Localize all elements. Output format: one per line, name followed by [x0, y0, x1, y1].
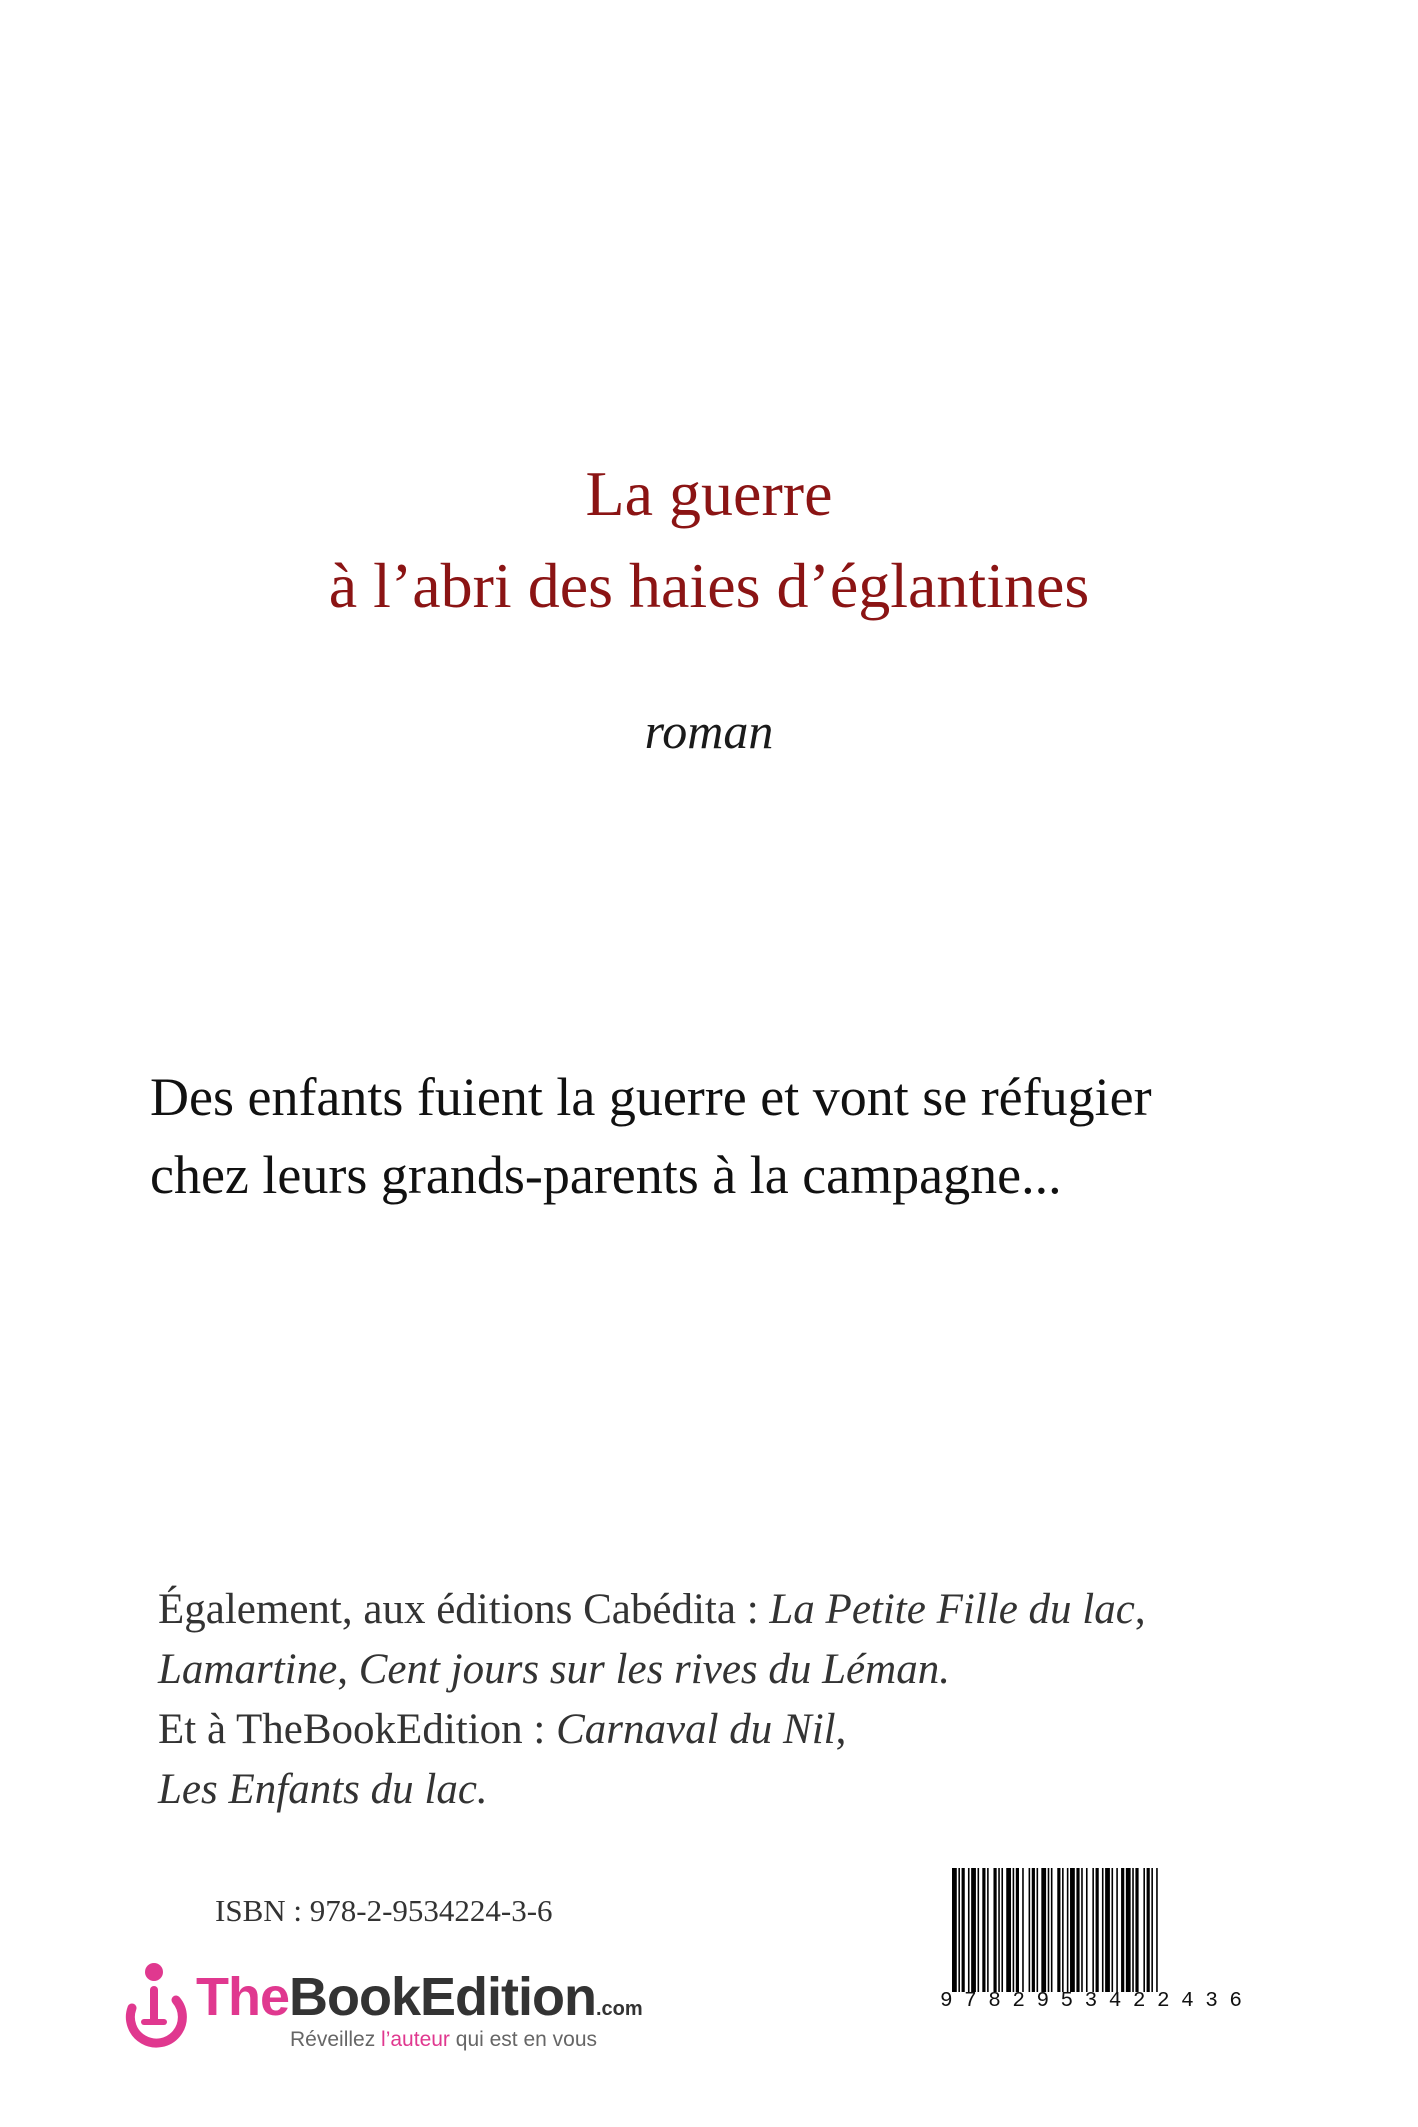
barcode-bar	[1092, 1868, 1094, 1992]
barcode-bar	[993, 1868, 996, 1992]
publisher-logo	[118, 1960, 678, 2080]
barcode-digit: 8	[988, 1990, 1001, 2013]
barcode-bar	[1070, 1868, 1075, 1992]
barcode-bar	[1013, 1868, 1015, 1992]
barcode-bar	[952, 1868, 957, 1992]
barcode-digit: 3	[1205, 1990, 1218, 2013]
barcode-bar	[968, 1868, 970, 1992]
also-by-line-1	[158, 1580, 1338, 1640]
barcode-digit: 9	[1036, 1990, 1050, 2013]
barcode-bar	[962, 1868, 965, 1992]
barcode-bar	[1051, 1868, 1053, 1992]
barcode-bar	[958, 1868, 960, 1992]
barcode-digit: 3	[1084, 1990, 1098, 2013]
barcode-digit: 6	[1229, 1990, 1242, 2013]
blurb-line-1: Des enfants fuient la guerre et vont se réfugier	[150, 1067, 1152, 1127]
barcode-bar	[978, 1868, 980, 1992]
barcode-digit: 4	[1108, 1990, 1122, 2013]
cabedita-intro: Également, aux éditions Cabédita :	[158, 1586, 770, 1633]
barcode-digit: 2	[1156, 1990, 1170, 2013]
barcode-icon	[950, 1868, 1242, 1992]
book-genre: roman	[644, 703, 774, 759]
barcode-bar	[1151, 1868, 1153, 1992]
barcode-digit: 5	[1060, 1990, 1074, 2013]
barcode-bar	[1029, 1868, 1031, 1992]
barcode-bar	[1041, 1868, 1046, 1992]
barcode-bar	[1096, 1868, 1099, 1992]
also-by-author	[158, 1580, 1338, 1820]
barcode-bar	[971, 1868, 976, 1992]
isbn-number: ISBN : 978-2-9534224-3-6	[215, 1893, 553, 1928]
barcode-bar	[1032, 1868, 1035, 1992]
barcode-digit: 2	[1012, 1990, 1025, 2013]
barcode-bar	[1156, 1868, 1158, 1992]
barcode-bar	[1116, 1868, 1118, 1992]
also-by-line-3	[158, 1700, 1338, 1760]
publisher-name-the: The	[196, 1967, 290, 2027]
publisher-tagline	[290, 2028, 597, 2052]
book-title	[0, 448, 1418, 632]
book-title-line-1: La guerre	[585, 458, 833, 529]
barcode-digit: 4	[1181, 1990, 1194, 2013]
book-title-line-2: à l’abri des haies d’églantines	[328, 550, 1090, 621]
barcode-bar	[1062, 1868, 1064, 1992]
book-carnaval-du-nil: Carnaval du Nil	[556, 1706, 836, 1753]
back-cover-blurb	[150, 1058, 1350, 1214]
barcode-bar	[1006, 1868, 1011, 1992]
barcode-bar	[1112, 1868, 1114, 1992]
barcode-bar	[1143, 1868, 1145, 1992]
barcode-bar	[1001, 1868, 1003, 1992]
barcode-bar	[1037, 1868, 1039, 1992]
book-la-petite-fille: La Petite Fille du lac	[769, 1586, 1135, 1633]
book-cent-jours: Cent jours sur les rives du Léman.	[358, 1646, 950, 1693]
barcode-bar	[1126, 1868, 1131, 1992]
barcode-digit: 9	[940, 1990, 953, 2013]
barcode-bar	[1022, 1868, 1024, 1992]
barcode-bar	[987, 1868, 989, 1992]
barcode-digit: 2	[1132, 1990, 1146, 2013]
also-by-line-4	[158, 1760, 1338, 1820]
barcode-bar	[1016, 1868, 1019, 1992]
barcode-bar	[1086, 1868, 1088, 1992]
tagline-accent: l’auteur	[381, 2028, 450, 2051]
separator: ,	[1134, 1586, 1146, 1633]
thebookedition-intro: Et à TheBookEdition :	[158, 1706, 557, 1753]
tagline-start: Réveillez	[290, 2028, 382, 2051]
barcode-bar	[1057, 1868, 1060, 1992]
publisher-name	[196, 1966, 643, 2028]
separator: ,	[835, 1706, 847, 1753]
barcode-digit: 7	[964, 1990, 977, 2013]
barcode-bar	[1102, 1868, 1104, 1992]
barcode-bar	[1067, 1868, 1069, 1992]
barcode-bar	[1076, 1868, 1079, 1992]
barcode-bar	[1121, 1868, 1124, 1992]
barcode-bar	[1135, 1868, 1138, 1992]
barcode-bar	[982, 1868, 985, 1992]
barcode-bar	[998, 1868, 1000, 1992]
separator: ,	[337, 1646, 359, 1693]
barcode-digits	[940, 1990, 1242, 2013]
blurb-line-2: chez leurs grands-parents à la campagne...	[150, 1145, 1062, 1205]
barcode-bar	[1081, 1868, 1083, 1992]
book-lamartine: Lamartine	[158, 1646, 338, 1693]
also-by-line-2	[158, 1640, 1338, 1700]
barcode-bar	[1147, 1868, 1150, 1992]
barcode-bar	[1132, 1868, 1134, 1992]
book-les-enfants-du-lac: Les Enfants du lac.	[158, 1766, 488, 1813]
barcode-bar	[1048, 1868, 1050, 1992]
person-circle-icon	[118, 1960, 198, 2052]
tagline-end: qui est en vous	[449, 2028, 598, 2051]
publisher-name-com: .com	[595, 1998, 643, 2020]
publisher-name-bookedition: BookEdition	[289, 1967, 596, 2027]
barcode-bar	[1105, 1868, 1110, 1992]
